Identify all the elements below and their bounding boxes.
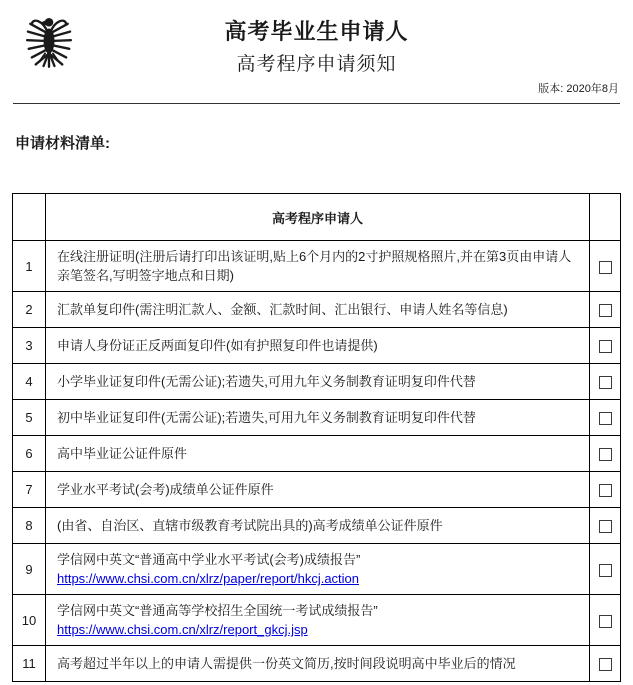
document-header: [0, 0, 633, 104]
header-divider: [13, 103, 620, 104]
page-title: 高考毕业生申请人: [224, 19, 409, 45]
requirement-text: 初中毕业证复印件(无需公证);若遗失,可用九年义务制教育证明复印件代替: [57, 410, 476, 425]
checkbox-cell: [590, 508, 621, 544]
requirement-cell: [46, 241, 590, 292]
requirement-text: 小学毕业证复印件(无需公证);若遗失,可用九年义务制教育证明复印件代替: [57, 374, 476, 389]
requirement-text: 申请人身份证正反两面复印件(如有护照复印件也请提供): [57, 338, 378, 353]
table-row: [13, 400, 621, 436]
header-num-cell: [13, 194, 46, 241]
checkbox-cell: [590, 646, 621, 682]
table-row: [13, 544, 621, 595]
row-number: 9: [13, 544, 46, 595]
table-row: [13, 292, 621, 328]
table-row: [13, 436, 621, 472]
section-heading: 申请材料清单:: [15, 135, 110, 152]
row-number: 1: [13, 241, 46, 292]
requirement-text: 汇款单复印件(需注明汇款人、金额、汇款时间、汇出银行、申请人姓名等信息): [57, 302, 508, 317]
page-subtitle: 高考程序申请须知: [236, 53, 397, 75]
row-number: 10: [13, 595, 46, 646]
requirement-cell: [46, 400, 590, 436]
checkbox-icon[interactable]: [599, 564, 612, 577]
german-eagle-logo: [24, 8, 74, 74]
table-header-title: 高考程序申请人: [46, 194, 590, 241]
requirement-text: (由省、自治区、直辖市级教育考试院出具的)高考成绩单公证件原件: [57, 518, 443, 533]
header-checkbox-cell: [590, 194, 621, 241]
requirement-cell: [46, 364, 590, 400]
checkbox-icon[interactable]: [599, 484, 612, 497]
checkbox-cell: [590, 544, 621, 595]
requirement-text: 高中毕业证公证件原件: [57, 446, 188, 461]
checkbox-icon[interactable]: [599, 520, 612, 533]
checkbox-icon[interactable]: [599, 340, 612, 353]
checkbox-icon[interactable]: [599, 304, 612, 317]
checkbox-cell: [590, 400, 621, 436]
chsi-link[interactable]: https://www.chsi.com.cn/xlrz/report_gkcj.jsp: [57, 622, 308, 637]
table-row: [13, 241, 621, 292]
requirement-cell: [46, 508, 590, 544]
row-number: 8: [13, 508, 46, 544]
chsi-link[interactable]: https://www.chsi.com.cn/xlrz/paper/report/hkcj.action: [57, 571, 360, 586]
checkbox-icon[interactable]: [599, 658, 612, 671]
requirement-cell: [46, 472, 590, 508]
checklist-table: [12, 193, 621, 682]
checkbox-cell: [590, 292, 621, 328]
checklist-table-wrapper: [12, 193, 621, 682]
checklist-tbody: [13, 241, 621, 682]
table-header-row: [13, 194, 621, 241]
version-label: 版本: 2020年8月: [538, 83, 619, 95]
requirement-cell: [46, 646, 590, 682]
checkbox-cell: [590, 472, 621, 508]
requirement-cell: [46, 436, 590, 472]
requirement-text: 学信网中英文“普通高中学业水平考试(会考)成绩报告”: [57, 552, 361, 567]
checkbox-icon[interactable]: [599, 376, 612, 389]
checkbox-icon[interactable]: [599, 412, 612, 425]
row-number: 11: [13, 646, 46, 682]
checkbox-cell: [590, 328, 621, 364]
checkbox-cell: [590, 436, 621, 472]
requirement-text: 高考超过半年以上的申请人需提供一份英文简历,按时间段说明高中毕业后的情况: [57, 656, 516, 671]
title-block: [0, 0, 633, 76]
row-number: 5: [13, 400, 46, 436]
table-row: [13, 472, 621, 508]
table-row: [13, 328, 621, 364]
checkbox-cell: [590, 364, 621, 400]
checkbox-icon[interactable]: [599, 261, 612, 274]
requirement-text: 学业水平考试(会考)成绩单公证件原件: [57, 482, 274, 497]
checkbox-icon[interactable]: [599, 615, 612, 628]
checkbox-cell: [590, 241, 621, 292]
table-row: [13, 364, 621, 400]
row-number: 2: [13, 292, 46, 328]
checkbox-cell: [590, 595, 621, 646]
requirement-cell: [46, 292, 590, 328]
checkbox-icon[interactable]: [599, 448, 612, 461]
table-row: [13, 508, 621, 544]
row-number: 4: [13, 364, 46, 400]
requirement-cell: [46, 544, 590, 595]
row-number: 3: [13, 328, 46, 364]
requirement-cell: [46, 328, 590, 364]
row-number: 7: [13, 472, 46, 508]
requirement-text: 在线注册证明(注册后请打印出该证明,贴上6个月内的2寸护照规格照片,并在第3页由申请人亲笔签名,写明签字地点和日期): [57, 249, 572, 283]
row-number: 6: [13, 436, 46, 472]
requirement-cell: [46, 595, 590, 646]
table-row: [13, 646, 621, 682]
requirement-text: 学信网中英文“普通高等学校招生全国统一考试成绩报告”: [57, 603, 378, 618]
table-row: [13, 595, 621, 646]
